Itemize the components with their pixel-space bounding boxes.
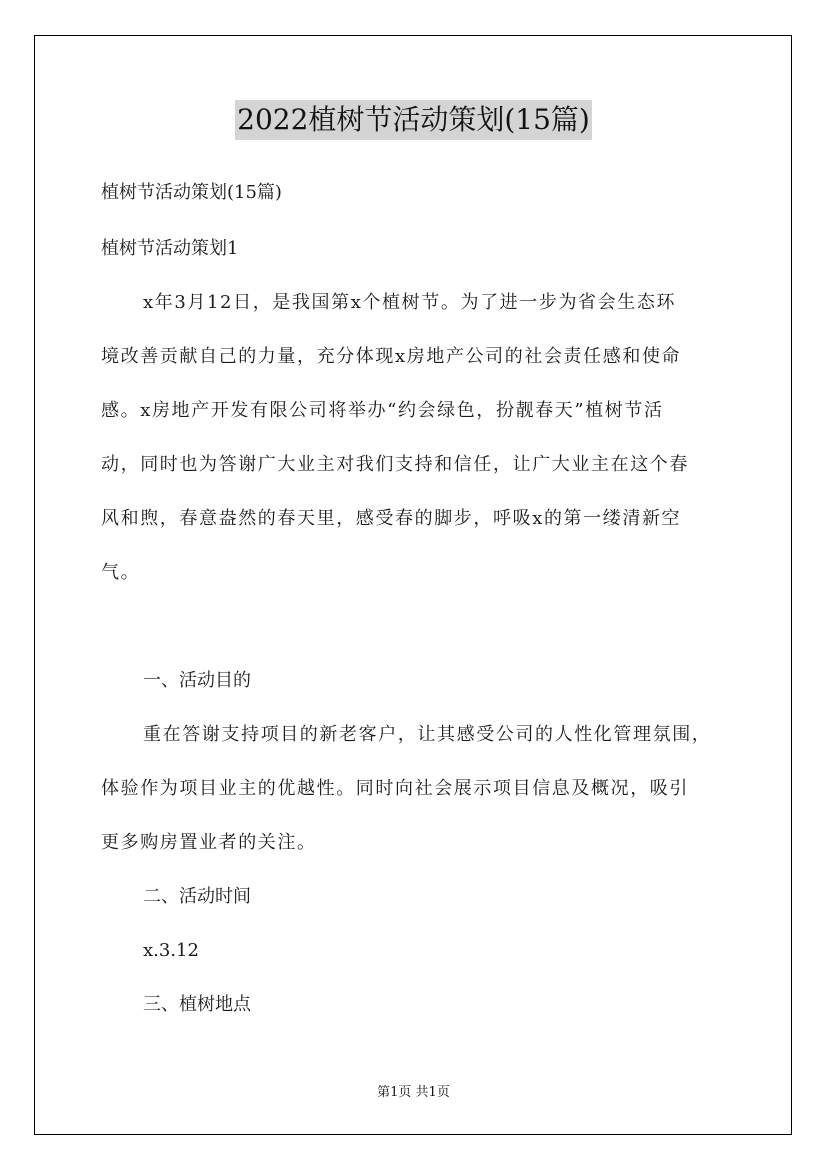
document-title: 2022植树节活动策划(15篇)	[235, 100, 592, 140]
intro-line-3: 感。x房地产开发有限公司将举办“约会绿色，扮靓春天”植树节活	[101, 400, 664, 421]
intro-line-5: 风和煦，春意盎然的春天里，感受春的脚步，呼吸x的第一缕清新空	[101, 508, 682, 529]
item1-line-2: 体验作为项目业主的优越性。同时向社会展示项目信息及概况，吸引	[101, 778, 689, 799]
item2-heading: 二、活动时间	[143, 886, 251, 907]
page-footer: 第1页 共1页	[377, 1085, 450, 1100]
intro-line-4: 动，同时也为答谢广大业主对我们支持和信任，让广大业主在这个春	[101, 454, 689, 475]
item2-value: x.3.12	[143, 940, 199, 961]
section-heading: 植树节活动策划1	[101, 238, 239, 259]
intro-line-2: 境改善贡献自己的力量，充分体现x房地产公司的社会责任感和使命	[101, 346, 682, 367]
intro-line-6: 气。	[101, 562, 141, 583]
title-container	[0, 100, 827, 140]
item3-heading: 三、植树地点	[143, 994, 251, 1015]
item1-line-1: 重在答谢支持项目的新老客户，让其感受公司的人性化管理氛围，	[143, 724, 712, 745]
item1-line-3: 更多购房置业者的关注。	[101, 832, 317, 853]
intro-line-1: x年3月12日，是我国第x个植树节。为了进一步为省会生态环	[143, 292, 677, 313]
document-subtitle: 植树节活动策划(15篇)	[101, 182, 282, 203]
item1-heading: 一、活动目的	[143, 670, 251, 691]
